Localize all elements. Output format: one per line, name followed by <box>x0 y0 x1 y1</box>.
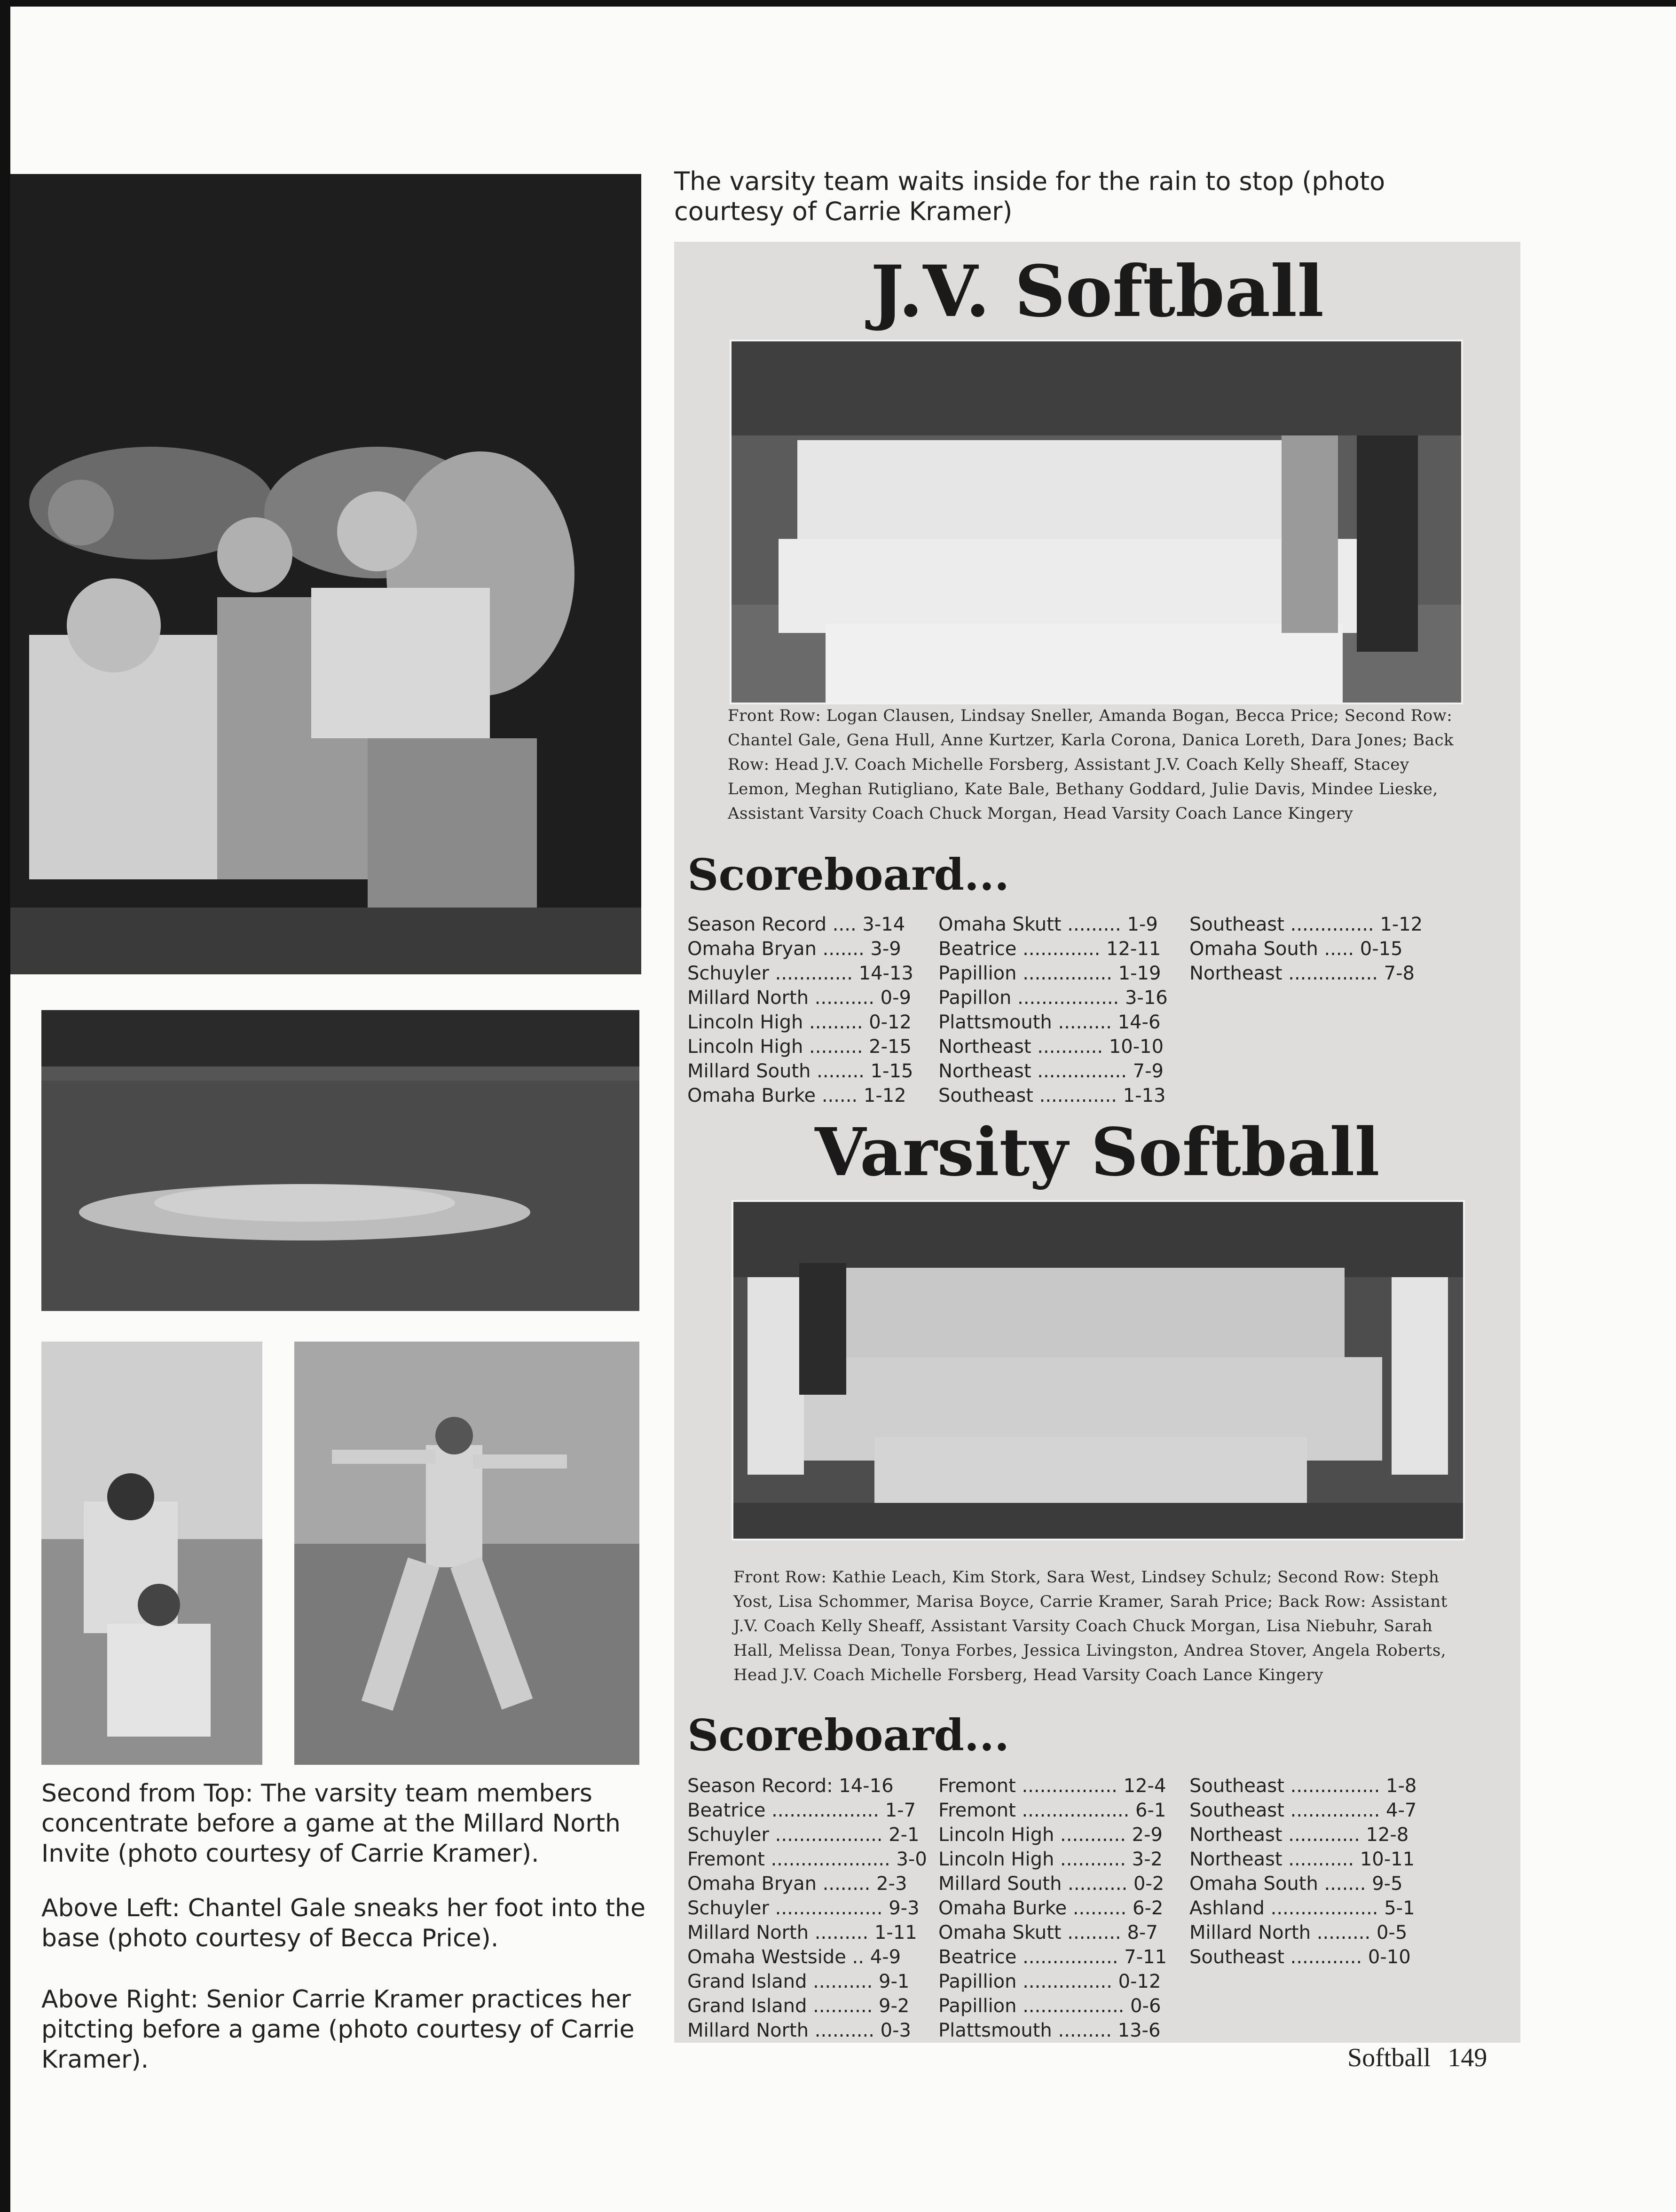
caption-above-left: Above Left: Chantel Gale sneaks her foot into the base (photo courtesy of Becca Price). <box>41 1894 645 1952</box>
varsity-title: Varsity Softball <box>815 1114 1380 1191</box>
varsity-scoreboard-title: Scoreboard... <box>687 1710 1010 1761</box>
jv-team-photo <box>730 340 1463 704</box>
score-line: Lincoln High ........... 2-9 <box>938 1824 1163 1846</box>
score-line: Papillion ............... 1-19 <box>938 963 1161 984</box>
score-line: Omaha Bryan ....... 3-9 <box>687 938 901 960</box>
score-line: Omaha Skutt ......... 8-7 <box>938 1922 1158 1943</box>
jv-roster: Front Row: Logan Clausen, Lindsay Sneller, Amanda Bogan, Becca Price; Second Row: Chantel Gale, Gena Hull, Anne Kurtzer, Karla Corona, Danica Loreth, Dara Jones; Back Row: Head J.V. Coach Michelle Forsberg, Assistant J.V. Coach Kelly Sheaff, Stacey Lemon, Meghan Rutigliano, Kate Bale, Bethany Goddard, Julie Davis, Mindee Lieske, Assistant Varsity Coach Chuck Morgan, Head Varsity Coach Lance Kingery <box>728 706 1454 823</box>
folio-page: 149 <box>1448 2043 1487 2072</box>
folio <box>1347 2043 1487 2073</box>
caption-second-from-top: Second from Top: The varsity team members concentrate before a game at the Millard North Invite (photo courtesy of Carrie Kramer). <box>41 1779 621 1868</box>
score-line: Northeast ............... 7-9 <box>938 1060 1164 1082</box>
photo-chantel-gale-base <box>41 1342 262 1765</box>
score-line: Beatrice .................. 1-7 <box>687 1800 916 1821</box>
score-line: Millard North ......... 1-11 <box>687 1922 917 1943</box>
score-line: Omaha Westside .. 4-9 <box>687 1946 901 1968</box>
score-line: Southeast ............... 4-7 <box>1189 1800 1417 1821</box>
score-line: Northeast ........... 10-10 <box>938 1036 1164 1058</box>
score-line: Fremont ................ 12-4 <box>938 1775 1166 1797</box>
score-line: Southeast ............ 0-10 <box>1189 1946 1411 1968</box>
jv-scores-col1 <box>687 912 941 1108</box>
score-line: Omaha Burke ...... 1-12 <box>687 1085 906 1106</box>
caption-rain-wait: The varsity team waits inside for the rain to stop (photo courtesy of Carrie Kramer) <box>674 166 1385 226</box>
score-line: Papillion ................. 0-6 <box>938 1995 1161 2017</box>
score-line: Lincoln High ......... 0-12 <box>687 1011 912 1033</box>
score-line: Fremont .................. 6-1 <box>938 1800 1166 1821</box>
score-line: Plattsmouth ......... 14-6 <box>938 1011 1161 1033</box>
score-line: Millard North .......... 0-9 <box>687 987 911 1009</box>
score-line: Fremont .................... 3-0 <box>687 1849 927 1870</box>
score-line: Omaha Bryan ........ 2-3 <box>687 1873 907 1895</box>
score-line: Plattsmouth ......... 13-6 <box>938 2020 1161 2041</box>
scan-left-edge <box>0 0 10 2212</box>
jv-scores-col2 <box>938 912 1192 1108</box>
score-line: Season Record .... 3-14 <box>687 914 905 935</box>
score-line: Beatrice ................ 7-11 <box>938 1946 1167 1968</box>
jv-title: J.V. Softball <box>870 250 1324 333</box>
score-line: Lincoln High ......... 2-15 <box>687 1036 912 1058</box>
score-line: Season Record: 14-16 <box>687 1775 894 1797</box>
folio-section: Softball <box>1347 2043 1431 2072</box>
score-line: Millard South .......... 0-2 <box>938 1873 1165 1895</box>
score-line: Southeast ............... 1-8 <box>1189 1775 1417 1797</box>
score-line: Northeast ............ 12-8 <box>1189 1824 1409 1846</box>
jv-scores-col3 <box>1189 912 1443 986</box>
photo-team-concentrates <box>41 1010 639 1311</box>
varsity-team-photo <box>732 1200 1465 1540</box>
score-line: Northeast ........... 10-11 <box>1189 1849 1415 1870</box>
photo-carrie-kramer-pitching <box>294 1342 639 1765</box>
score-line: Grand Island .......... 9-1 <box>687 1971 910 1992</box>
score-line: Northeast ............... 7-8 <box>1189 963 1415 984</box>
score-line: Omaha South ....... 9-5 <box>1189 1873 1403 1895</box>
score-line: Millard North .......... 0-3 <box>687 2020 911 2041</box>
score-line: Omaha Burke ......... 6-2 <box>938 1897 1164 1919</box>
photo-team-waits-inside <box>10 174 641 974</box>
score-line: Omaha Skutt ......... 1-9 <box>938 914 1158 935</box>
score-line: Southeast ............. 1-13 <box>938 1085 1166 1106</box>
score-line: Papillion ............... 0-12 <box>938 1971 1161 1992</box>
score-line: Papillon ................. 3-16 <box>938 987 1168 1009</box>
scan-top-edge <box>0 0 1676 7</box>
caption-above-right: Above Right: Senior Carrie Kramer practices her pitcting before a game (photo courtesy of Carrie Kramer). <box>41 1985 635 2074</box>
score-line: Grand Island .......... 9-2 <box>687 1995 910 2017</box>
varsity-roster: Front Row: Kathie Leach, Kim Stork, Sara West, Lindsey Schulz; Second Row: Steph Yost, Lisa Schommer, Marisa Boyce, Carrie Kramer, Sarah Price; Back Row: Assistant J.V. Coach Kelly Sheaff, Assistant Varsity Coach Chuck Morgan, Lisa Niebuhr, Sarah Hall, Melissa Dean, Tonya Forbes, Jessica Livingston, Andrea Stover, Angela Roberts, Head J.V. Coach Michelle Forsberg, Head Varsity Coach Lance Kingery <box>733 1568 1448 1684</box>
score-line: Beatrice ............. 12-11 <box>938 938 1161 960</box>
score-line: Schuyler .................. 2-1 <box>687 1824 920 1846</box>
varsity-scores-col3 <box>1189 1774 1443 1969</box>
score-line: Ashland .................. 5-1 <box>1189 1897 1415 1919</box>
score-line: Lincoln High ........... 3-2 <box>938 1849 1163 1870</box>
score-line: Millard North ......... 0-5 <box>1189 1922 1408 1943</box>
varsity-scores-col2 <box>938 1774 1192 2043</box>
varsity-scores-col1 <box>687 1774 941 2043</box>
score-line: Omaha South ..... 0-15 <box>1189 938 1403 960</box>
score-line: Southeast .............. 1-12 <box>1189 914 1423 935</box>
score-line: Schuyler .................. 9-3 <box>687 1897 920 1919</box>
score-line: Millard South ........ 1-15 <box>687 1060 913 1082</box>
jv-scoreboard-title: Scoreboard... <box>687 849 1010 900</box>
score-line: Schuyler ............. 14-13 <box>687 963 913 984</box>
